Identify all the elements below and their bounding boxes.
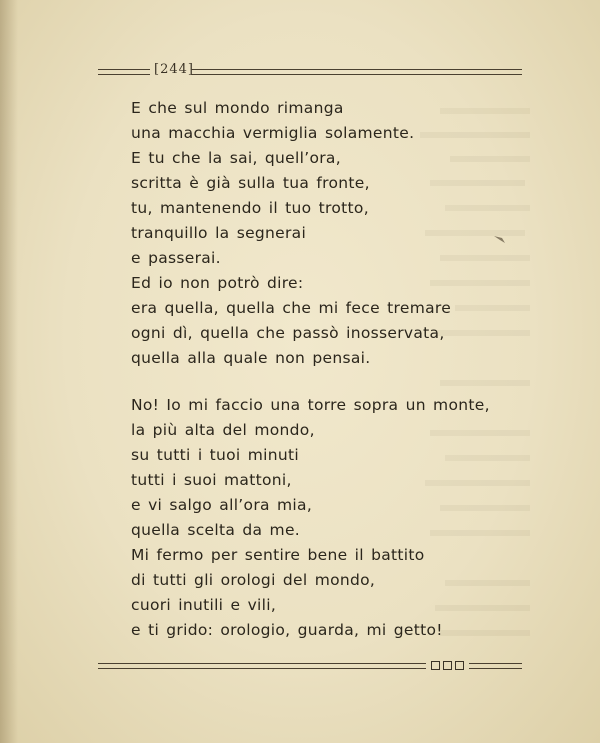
verse-line: ogni dì, quella che passò inosservata, <box>131 324 445 342</box>
spine-shadow <box>0 0 18 743</box>
verse-line: quella scelta da me. <box>131 521 301 539</box>
verse-line: tu, mantenendo il tuo trotto, <box>131 199 369 217</box>
stanza-2 <box>131 393 490 643</box>
verse-line: su tutti i tuoi minuti <box>131 446 300 464</box>
verse-line: cuori inutili e vili, <box>131 596 277 614</box>
square-ornament-icon <box>431 661 440 670</box>
verse-line: di tutti gli orologi del mondo, <box>131 571 376 589</box>
square-ornament-icon <box>443 661 452 670</box>
stanza-1 <box>131 96 490 371</box>
page-number: [244] <box>154 62 194 77</box>
verse-line: e vi salgo all’ora mia, <box>131 496 313 514</box>
verse-line: e ti grido: orologio, guarda, mi getto! <box>131 621 443 639</box>
verse-line: Mi fermo per sentire bene il battito <box>131 546 425 564</box>
verse-line: No! Io mi faccio una torre sopra un monte, <box>131 396 490 414</box>
ink-smudge-mark <box>493 234 507 244</box>
verse-line: E tu che la sai, quell’ora, <box>131 149 341 167</box>
verse-line: la più alta del mondo, <box>131 421 315 439</box>
verse-line: scritta è già sulla tua fronte, <box>131 174 370 192</box>
footer-rule-left <box>98 663 426 669</box>
verse-line: tutti i suoi mattoni, <box>131 471 292 489</box>
header-rule-left <box>98 69 150 75</box>
page-footer <box>98 661 522 675</box>
square-ornament-icon <box>455 661 464 670</box>
verse-line: E che sul mondo rimanga <box>131 99 344 117</box>
poem-body <box>131 96 490 643</box>
verse-line: quella alla quale non pensai. <box>131 349 371 367</box>
verse-line: una macchia vermiglia solamente. <box>131 124 415 142</box>
verse-line: e passerai. <box>131 249 221 267</box>
page-header <box>98 62 522 80</box>
verse-line: tranquillo la segnerai <box>131 224 307 242</box>
header-rule-right <box>191 69 522 75</box>
verse-line: era quella, quella che mi fece tremare <box>131 299 452 317</box>
footer-rule-right <box>469 663 522 669</box>
verse-line: Ed io non potrò dire: <box>131 274 304 292</box>
